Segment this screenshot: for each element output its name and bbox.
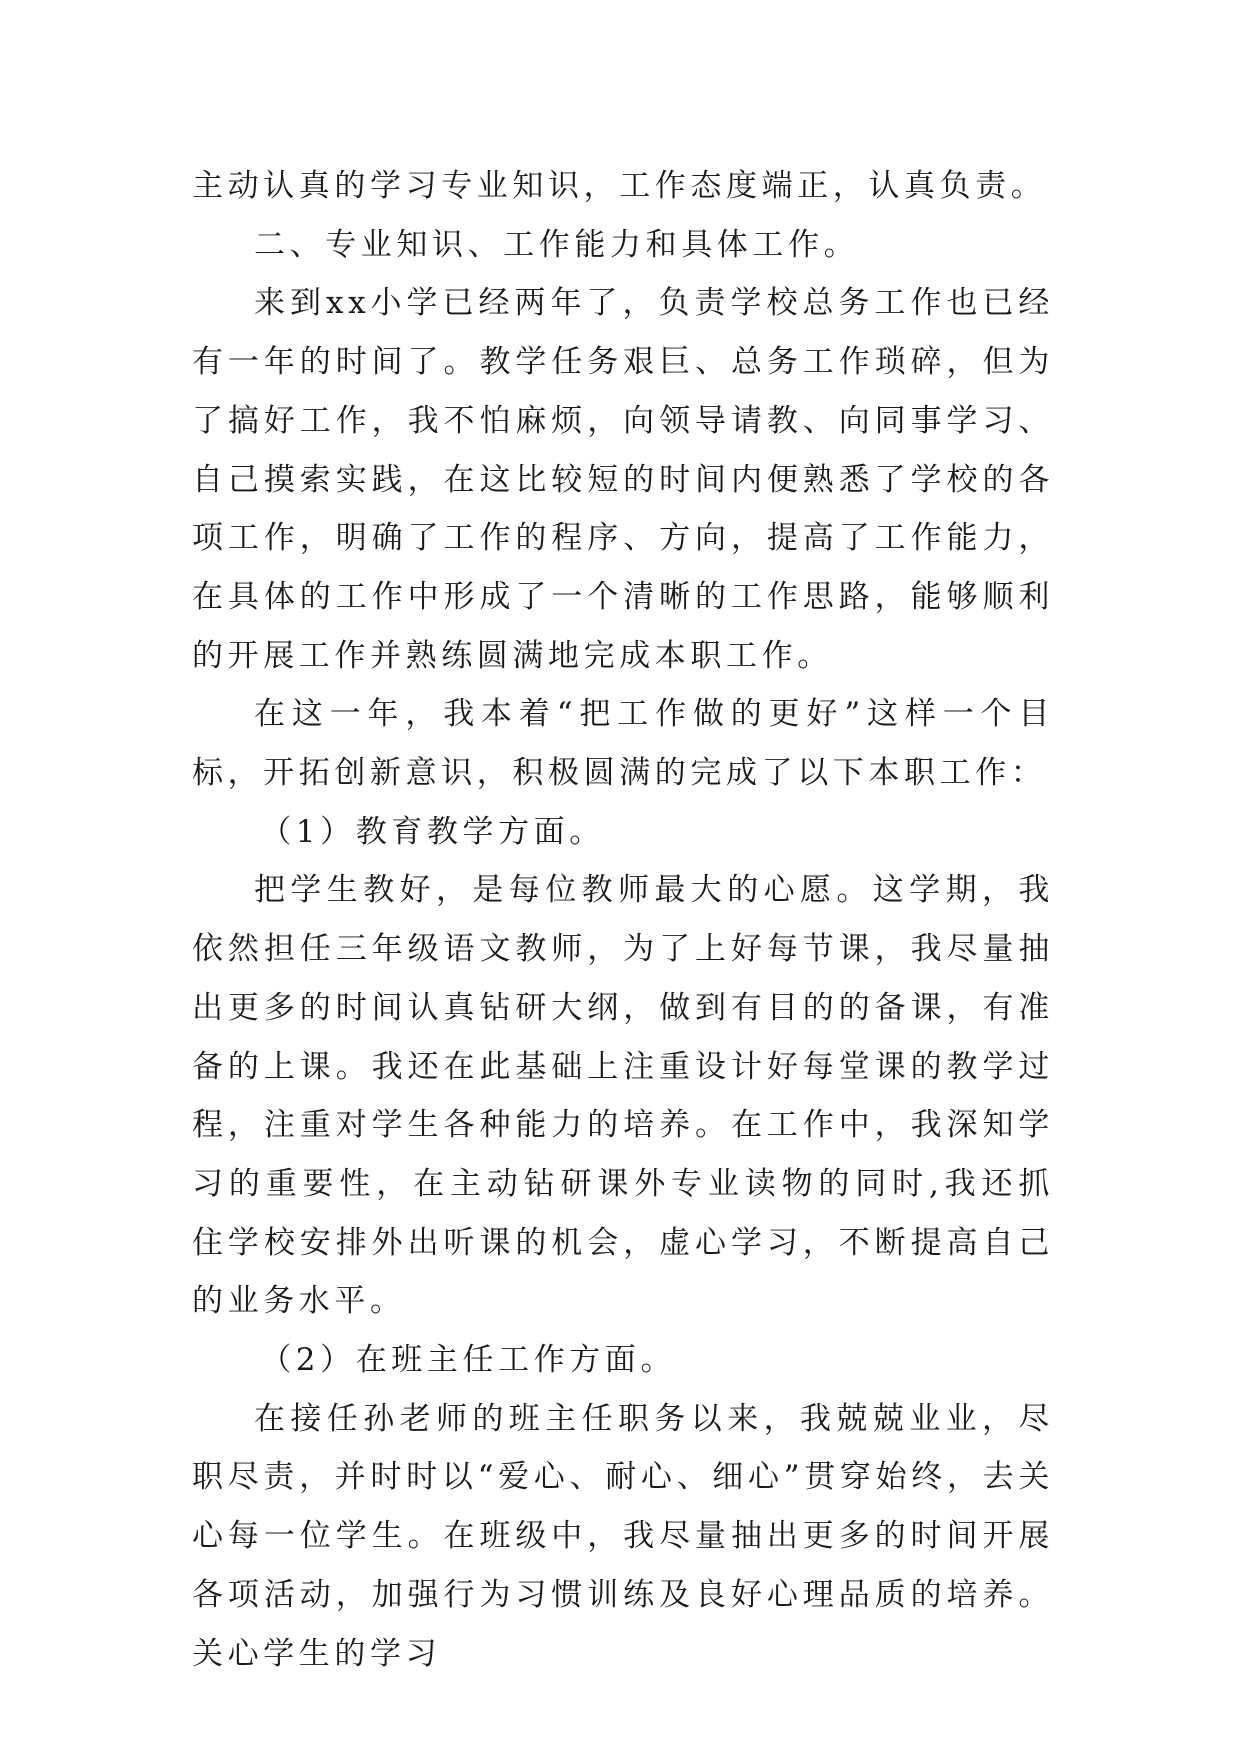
paragraph-class-teacher: 在接任孙老师的班主任职务以来，我兢兢业业，尽职尽责，并时时以“爱心、耐心、细心”贯穿始终，去关心每一位学生。在班级中，我尽量抽出更多的时间开展各项活动，加强行为习惯训练及良好心理品质的培养。关心学生的学习 (192, 1400, 1054, 1672)
paragraph-goal: 在这一年，我本着“把工作做的更好”这样一个目标，开拓创新意识，积极圆满的完成了以下本职工作： (192, 696, 1054, 792)
section-heading: 二、专业知识、工作能力和具体工作。 (254, 226, 860, 263)
document-body (192, 157, 1054, 1683)
subheading-teaching: （1）教育教学方面。 (260, 813, 605, 850)
paragraph-teaching: 把学生教好，是每位教师最大的心愿。这学期，我依然担任三年级语文教师，为了上好每节课，我尽量抽出更多的时间认真钻研大纲，做到有目的的备课，有准备的上课。我还在此基础上注重设计好每堂课的教学过程，注重对学生各种能力的培养。在工作中，我深知学习的重要性，在主动钻研课外专业读物的同时,我还抓住学校安排外出听课的机会，虚心学习，不断提高自己的业务水平。 (192, 872, 1054, 1320)
paragraph-work-summary: 来到xx小学已经两年了，负责学校总务工作也已经有一年的时间了。教学任务艰巨、总务工作琐碎，但为了搞好工作，我不怕麻烦，向领导请教、向同事学习、自己摸索实践，在这比较短的时间内便熟悉了学校的各项工作，明确了工作的程序、方向，提高了工作能力，在具体的工作中形成了一个清晰的工作思路，能够顺利的开展工作并熟练圆满地完成本职工作。 (192, 285, 1054, 674)
subheading-class-teacher: （2）在班主任工作方面。 (260, 1342, 677, 1379)
paragraph-continuation: 主动认真的学习专业知识，工作态度端正，认真负责。 (192, 168, 1047, 204)
